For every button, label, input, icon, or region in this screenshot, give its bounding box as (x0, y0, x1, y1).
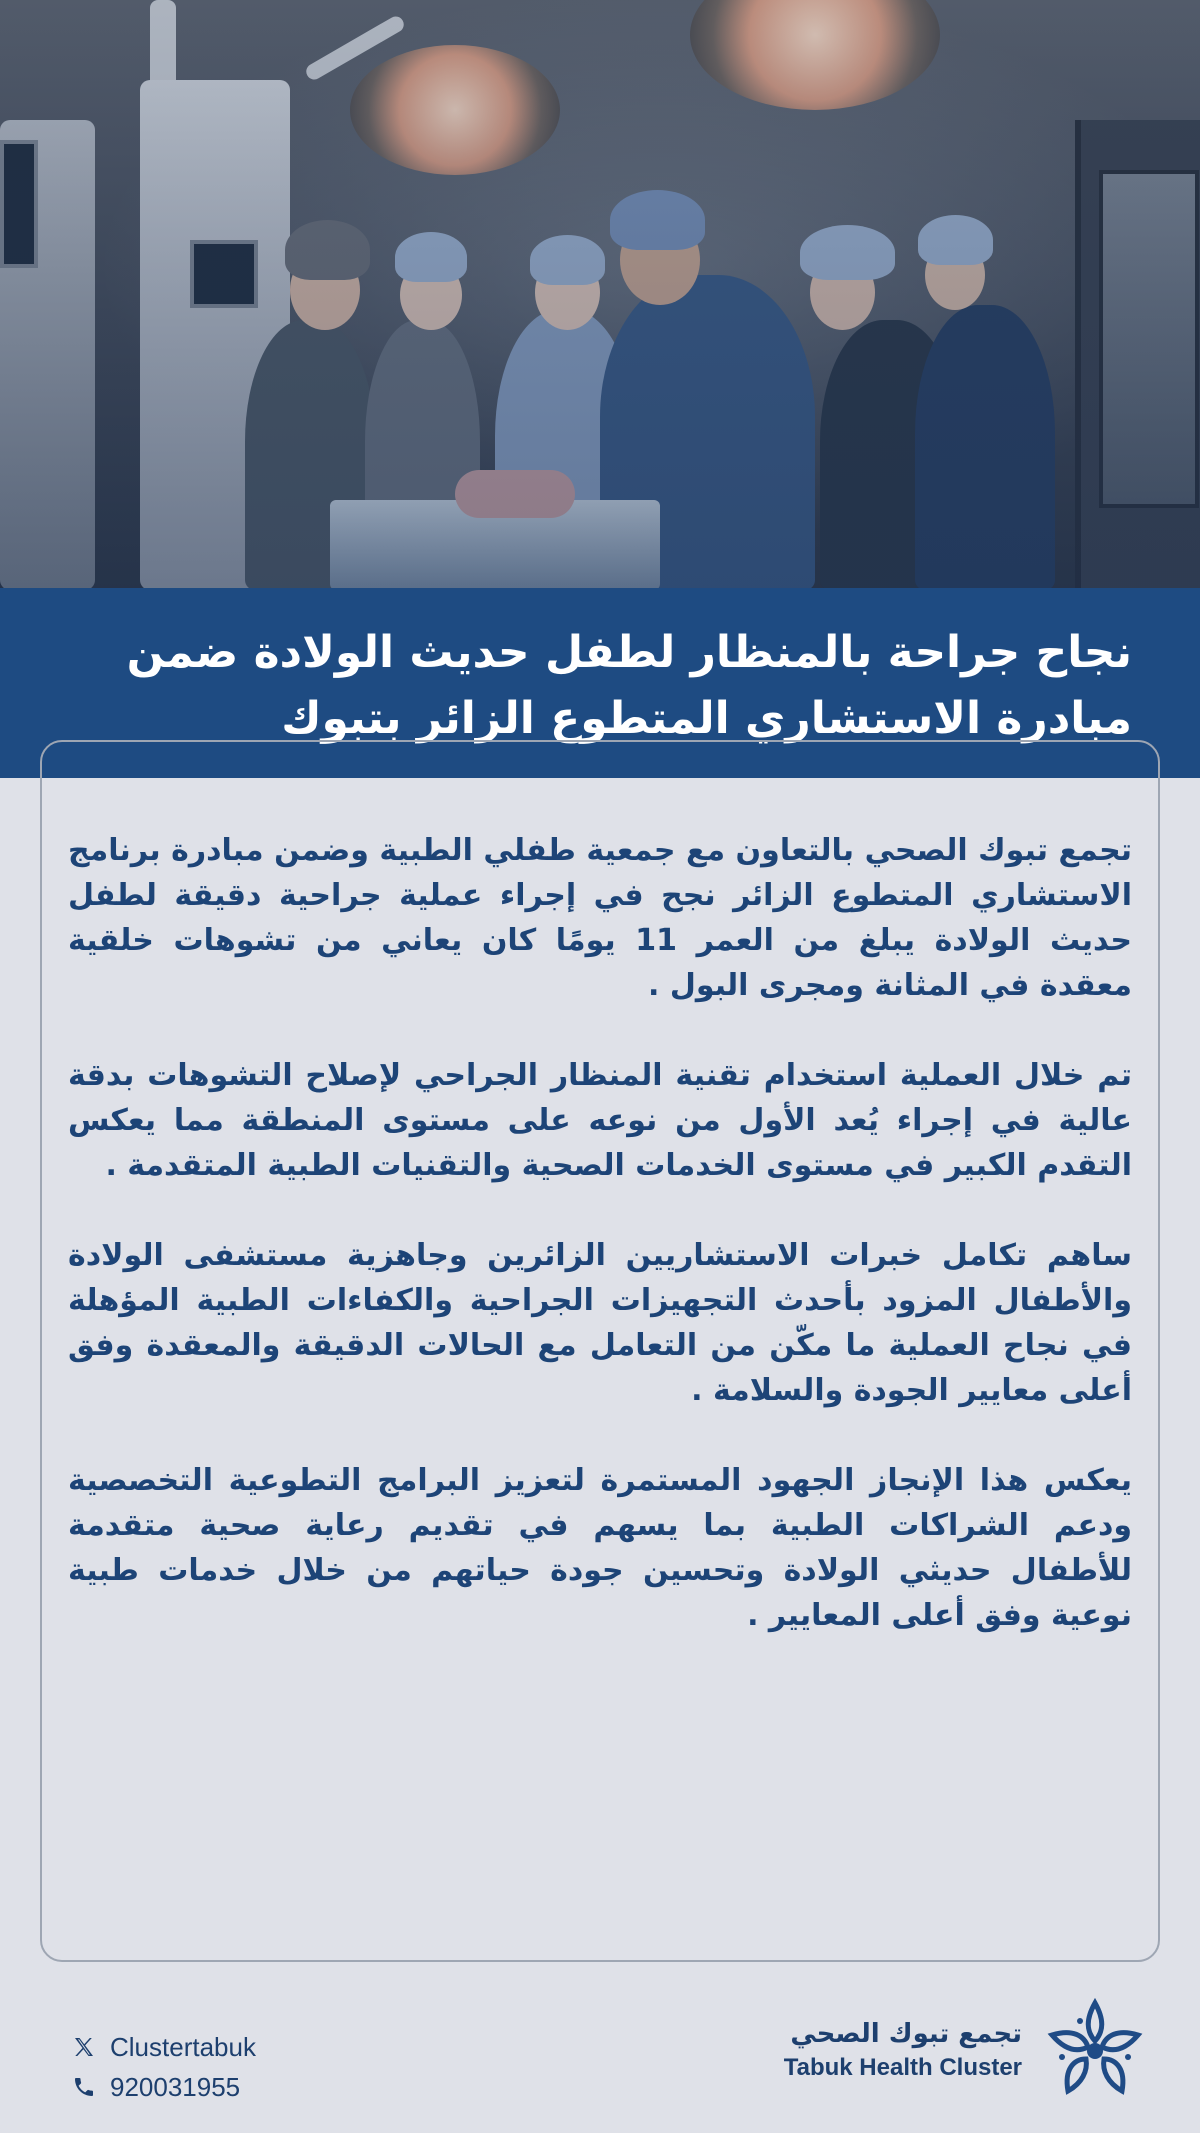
article-paragraph: ساهم تكامل خبرات الاستشاريين الزائرين وجاهزية مستشفى الولادة والأطفال المزود بأحدث التجهيزات الجراحية والكفاءات الطبية المؤهلة في نجاح العملية ما مكّن من التعامل مع الحالات الدقيقة والمعقدة وفق أعلى معايير الجودة والسلامة . (68, 1238, 1132, 1408)
social-link[interactable] (70, 2030, 390, 2064)
org-name-ar: تجمع تبوك الصحي (790, 2019, 1022, 2049)
brand-text (784, 2017, 1022, 2085)
photo-tint (0, 0, 1200, 590)
phone-number[interactable]: 920031955 (110, 2071, 241, 2102)
article-paragraph: يعكس هذا الإنجاز الجهود المستمرة لتعزيز البرامج التطوعية التخصصية ودعم الشراكات الطبية بما يسهم في تقديم رعاية صحية متقدمة للأطفال حديثي الولادة وتحسين جودة حياتهم من خلال خدمات طبية نوعية وفق أعلى المعايير . (68, 1463, 1132, 1633)
tabuk-cluster-logo-icon (1040, 1995, 1150, 2105)
article-paragraph: تم خلال العملية استخدام تقنية المنظار الجراحي لإصلاح التشوهات بدقة عالية في إجراء يُعد الأول من نوعه على مستوى المنطقة مما يعكس التقدم الكبير في مستوى الخدمات الصحية والتقنيات الطبية المتقدمة . (68, 1058, 1132, 1183)
phone-link[interactable] (70, 2070, 390, 2104)
article-body (68, 828, 1132, 1683)
headline: نجاح جراحة بالمنظار لطفل حديث الولادة ضمن مبادرة الاستشاري المتطوع الزائر بتبوك (126, 627, 1132, 744)
footer-contact (70, 2030, 390, 2110)
phone-icon (70, 2073, 98, 2101)
org-name-en: Tabuk Health Cluster (783, 2054, 1022, 2081)
x-icon (70, 2033, 98, 2061)
social-handle[interactable]: Clustertabuk (110, 2031, 256, 2062)
hero-photo-operating-room (0, 0, 1200, 590)
article-paragraph: تجمع تبوك الصحي بالتعاون مع جمعية طفلي الطبية وضمن مبادرة برنامج الاستشاري المتطوع الزائر نجح في إجراء عملية جراحية دقيقة لطفل حديث الولادة يبلغ من العمر 11 يومًا كان يعاني من تشوهات خلقية معقدة في المثانة ومجرى البول . (68, 833, 1132, 1003)
brand-block (750, 1995, 1150, 2105)
